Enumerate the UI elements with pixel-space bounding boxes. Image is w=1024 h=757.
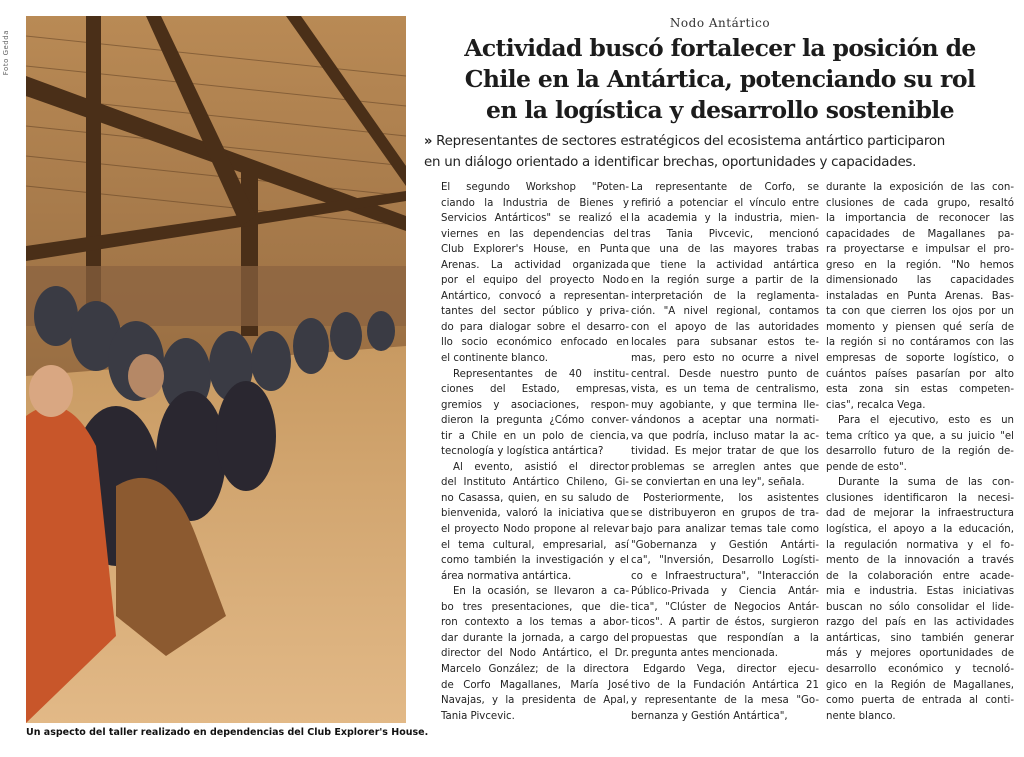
column-line: como también la investigación y el: [441, 555, 629, 567]
column-line: do para dialogar sobre el desarro-: [441, 321, 629, 333]
column-line: ciando la Industria de Bienes y: [441, 197, 629, 209]
column-line: que una de las mayores trabas: [631, 244, 819, 256]
column-line: tras Tania Pivcevic, mencionó: [631, 228, 819, 240]
column-line: el proyecto Nodo propone al relevar: [441, 524, 629, 536]
column-line: mento de la innovación a través: [826, 555, 1014, 567]
headline-line: Actividad buscó fortalecer la posición de: [464, 34, 976, 62]
column-line: mia e industria. Estas iniciativas: [826, 586, 1014, 598]
column-line: Para el ejecutivo, esto es un: [838, 415, 1014, 427]
column-line: dad de mejorar la infraestructura: [826, 508, 1014, 520]
headline-line: Chile en la Antártica, potenciando su rol: [464, 65, 976, 93]
column-line: co e Infraestructura", "Interacción: [631, 570, 819, 582]
article-column-3: [826, 180, 1014, 724]
column-line: cuántos países pasarían por alto: [826, 368, 1014, 380]
column-line: propuestas que respondían a la: [631, 632, 819, 644]
column-line: cias", recalca Vega.: [826, 399, 926, 411]
column-line: de Corfo Magallanes, María José: [441, 679, 629, 691]
column-line: bajo para analizar temas tale como: [631, 524, 819, 536]
column-line: la importancia de reconocer las: [826, 213, 1014, 225]
photo-caption: Un aspecto del taller realizado en dependencias del Club Explorer's House.: [26, 727, 429, 738]
column-line: dieron la pregunta ¿Cómo conver-: [441, 415, 629, 427]
column-line: ticos". A partir de éstos, surgieron: [631, 617, 819, 629]
column-line: más y mejores oportunidades de: [826, 648, 1014, 660]
article-column-1: [441, 180, 629, 724]
column-line: locales para subsanar estos te-: [631, 337, 819, 349]
column-line: ciones del Estado, empresas,: [441, 384, 629, 396]
column-line: Público-Privada y Ciencia Antár-: [631, 586, 819, 598]
column-line: ron contexto a los temas a abor-: [441, 617, 629, 629]
column-line: interpretación de la reglamenta-: [631, 290, 819, 302]
column-line: el continente blanco.: [441, 353, 549, 365]
column-line: Antártico, convocó a representan-: [441, 290, 629, 302]
column-line: desarrollo futuro de la región de-: [826, 446, 1014, 458]
column-line: tividad. Es mejor tratar de que los: [631, 446, 819, 458]
column-line: capacidades de Magallanes pa-: [826, 228, 1014, 240]
lede-line: en un diálogo orientado a identificar brechas, oportunidades y capacidades.: [424, 155, 917, 170]
column-line: llo socio económico enfocado en: [441, 337, 629, 349]
column-line: clusiones de cada grupo, resaltó: [826, 197, 1014, 209]
column-line: gremios y asociaciones, respon-: [441, 399, 629, 411]
column-line: momento y piensen qué sería de: [826, 321, 1014, 333]
column-line: buscan no sólo consolidar el lide-: [826, 601, 1014, 613]
column-line: dar durante la jornada, a cargo del: [441, 632, 629, 644]
column-line: la academia y la industria, mien-: [631, 213, 819, 225]
column-line: la región si no contáramos con las: [826, 337, 1014, 349]
column-line: Durante la suma de las con-: [838, 477, 1014, 489]
column-line: Navajas, y la presidenta de Apal,: [441, 695, 629, 707]
column-line: ra proyectarse e impulsar el pro-: [826, 244, 1014, 256]
column-line: Marcelo González; de la directora: [441, 663, 629, 675]
lede-bullet: »: [424, 134, 433, 149]
column-line: esta zona sin estas competen-: [826, 384, 1014, 396]
column-line: el tema cultural, empresarial, así: [441, 539, 629, 551]
lede-text: Representantes de sectores estratégicos del ecosistema antártico participaron: [436, 134, 946, 149]
column-line: Tania Pivcevic.: [441, 710, 515, 722]
column-line: se distribuyeron en grupos de tra-: [631, 508, 819, 520]
section-label: Nodo Antártico: [669, 16, 771, 30]
column-line: bienvenida, valoró la iniciativa que: [441, 508, 629, 520]
column-line: no Casassa, quien, en su saludo de: [441, 492, 629, 504]
column-line: Edgardo Vega, director ejecu-: [643, 663, 819, 675]
lede: [424, 131, 1022, 173]
column-line: del Instituto Antártico Chileno, Gi-: [441, 477, 629, 489]
column-line: se conviertan en una ley", señala.: [631, 477, 805, 489]
column-line: Posteriormente, los asistentes: [643, 492, 819, 504]
photo-credit: Foto Gedda: [2, 30, 10, 76]
column-line: pende de esto".: [826, 461, 907, 473]
column-line: ta con que cierren los ojos por un: [826, 306, 1014, 318]
column-line: problemas se arreglen antes que: [631, 461, 819, 473]
column-line: antárticas, sino también generar: [826, 632, 1014, 644]
column-line: tema crítico ya que, a su juicio "el: [826, 430, 1014, 442]
column-line: Al evento, asistió el director: [453, 461, 629, 473]
column-line: bernanza y Gestión Antártica",: [631, 710, 788, 722]
column-line: empresas de soporte logístico, o: [826, 353, 1014, 365]
column-line: de la colaboración entre acade-: [826, 570, 1014, 582]
column-line: mas, pero esto no ocurre a nivel: [631, 353, 819, 365]
column-line: como puerta de entrada al conti-: [826, 695, 1014, 707]
column-line: nente blanco.: [826, 710, 896, 722]
column-line: desarrollo económico y tecnoló-: [826, 663, 1014, 675]
column-line: logística, el apoyo a la educación,: [826, 524, 1014, 536]
column-line: "Gobernanza y Gestión Antárti-: [631, 539, 819, 551]
column-line: área normativa antártica.: [441, 570, 572, 582]
column-line: central. Desde nuestro punto de: [631, 368, 819, 380]
column-line: tica", "Clúster de Negocios Antár-: [631, 601, 819, 613]
column-line: viernes en las dependencias del: [441, 228, 629, 240]
column-line: que tiene la actividad antártica: [631, 259, 819, 271]
column-line: vista, es un tema de centralismo,: [631, 384, 819, 396]
column-line: director del Nodo Antártico, el Dr.: [441, 648, 629, 660]
column-line: gico en la Región de Magallanes,: [826, 679, 1014, 691]
column-line: razgo del país en las actividades: [826, 617, 1014, 629]
column-line: dimensionado las capacidades: [826, 275, 1014, 287]
column-line: bo tres presentaciones, que die-: [441, 601, 629, 613]
column-line: va que podría, incluso matar la ac-: [631, 430, 819, 442]
column-line: tantes del sector público y priva-: [441, 306, 629, 318]
column-line: tecnología y logística antártica?: [441, 446, 604, 458]
column-line: durante la exposición de las con-: [826, 182, 1014, 193]
column-line: En la ocasión, se llevaron a ca-: [453, 586, 629, 598]
column-line: refirió a potenciar el vínculo entre: [631, 197, 819, 209]
column-line: La representante de Corfo, se: [631, 182, 819, 193]
column-line: ción. "A nivel regional, contamos: [631, 306, 819, 318]
column-line: la regulación normativa y el fo-: [826, 539, 1014, 551]
column-line: ca", "Inversión, Desarrollo Logísti-: [631, 555, 819, 567]
column-line: clusiones identificaron la necesi-: [826, 492, 1014, 504]
column-line: vándonos a aceptar una normati-: [631, 415, 819, 427]
column-line: muy agobiante, y que termina lle-: [631, 399, 819, 411]
column-line: pregunta antes mencionada.: [631, 648, 779, 660]
column-line: con el apoyo de las autoridades: [631, 321, 819, 333]
column-line: instaladas en Punta Arenas. Bas-: [826, 290, 1014, 302]
column-line: greso en la región. "No hemos: [826, 259, 1014, 271]
column-line: El segundo Workshop "Poten-: [441, 182, 629, 193]
column-line: Representantes de 40 institu-: [453, 368, 629, 380]
column-line: en la región surge a partir de la: [631, 275, 819, 287]
headline: [420, 33, 1020, 126]
lede-line: [424, 131, 1022, 152]
column-line: tir a Chile en un polo de ciencia,: [441, 430, 629, 442]
column-line: por el equipo del proyecto Nodo: [441, 275, 629, 287]
column-line: Arenas. La actividad organizada: [441, 259, 629, 271]
column-line: tivo de la Fundación Antártica 21: [631, 679, 819, 691]
headline-line: en la logística y desarrollo sostenible: [486, 96, 954, 124]
article-photo: [26, 16, 406, 723]
column-line: Club Explorer's House, en Punta: [441, 244, 629, 256]
article-column-2: [631, 180, 819, 724]
column-line: y representante de la mesa "Go-: [631, 695, 819, 707]
column-line: Servicios Antárticos" se realizó el: [441, 213, 629, 225]
